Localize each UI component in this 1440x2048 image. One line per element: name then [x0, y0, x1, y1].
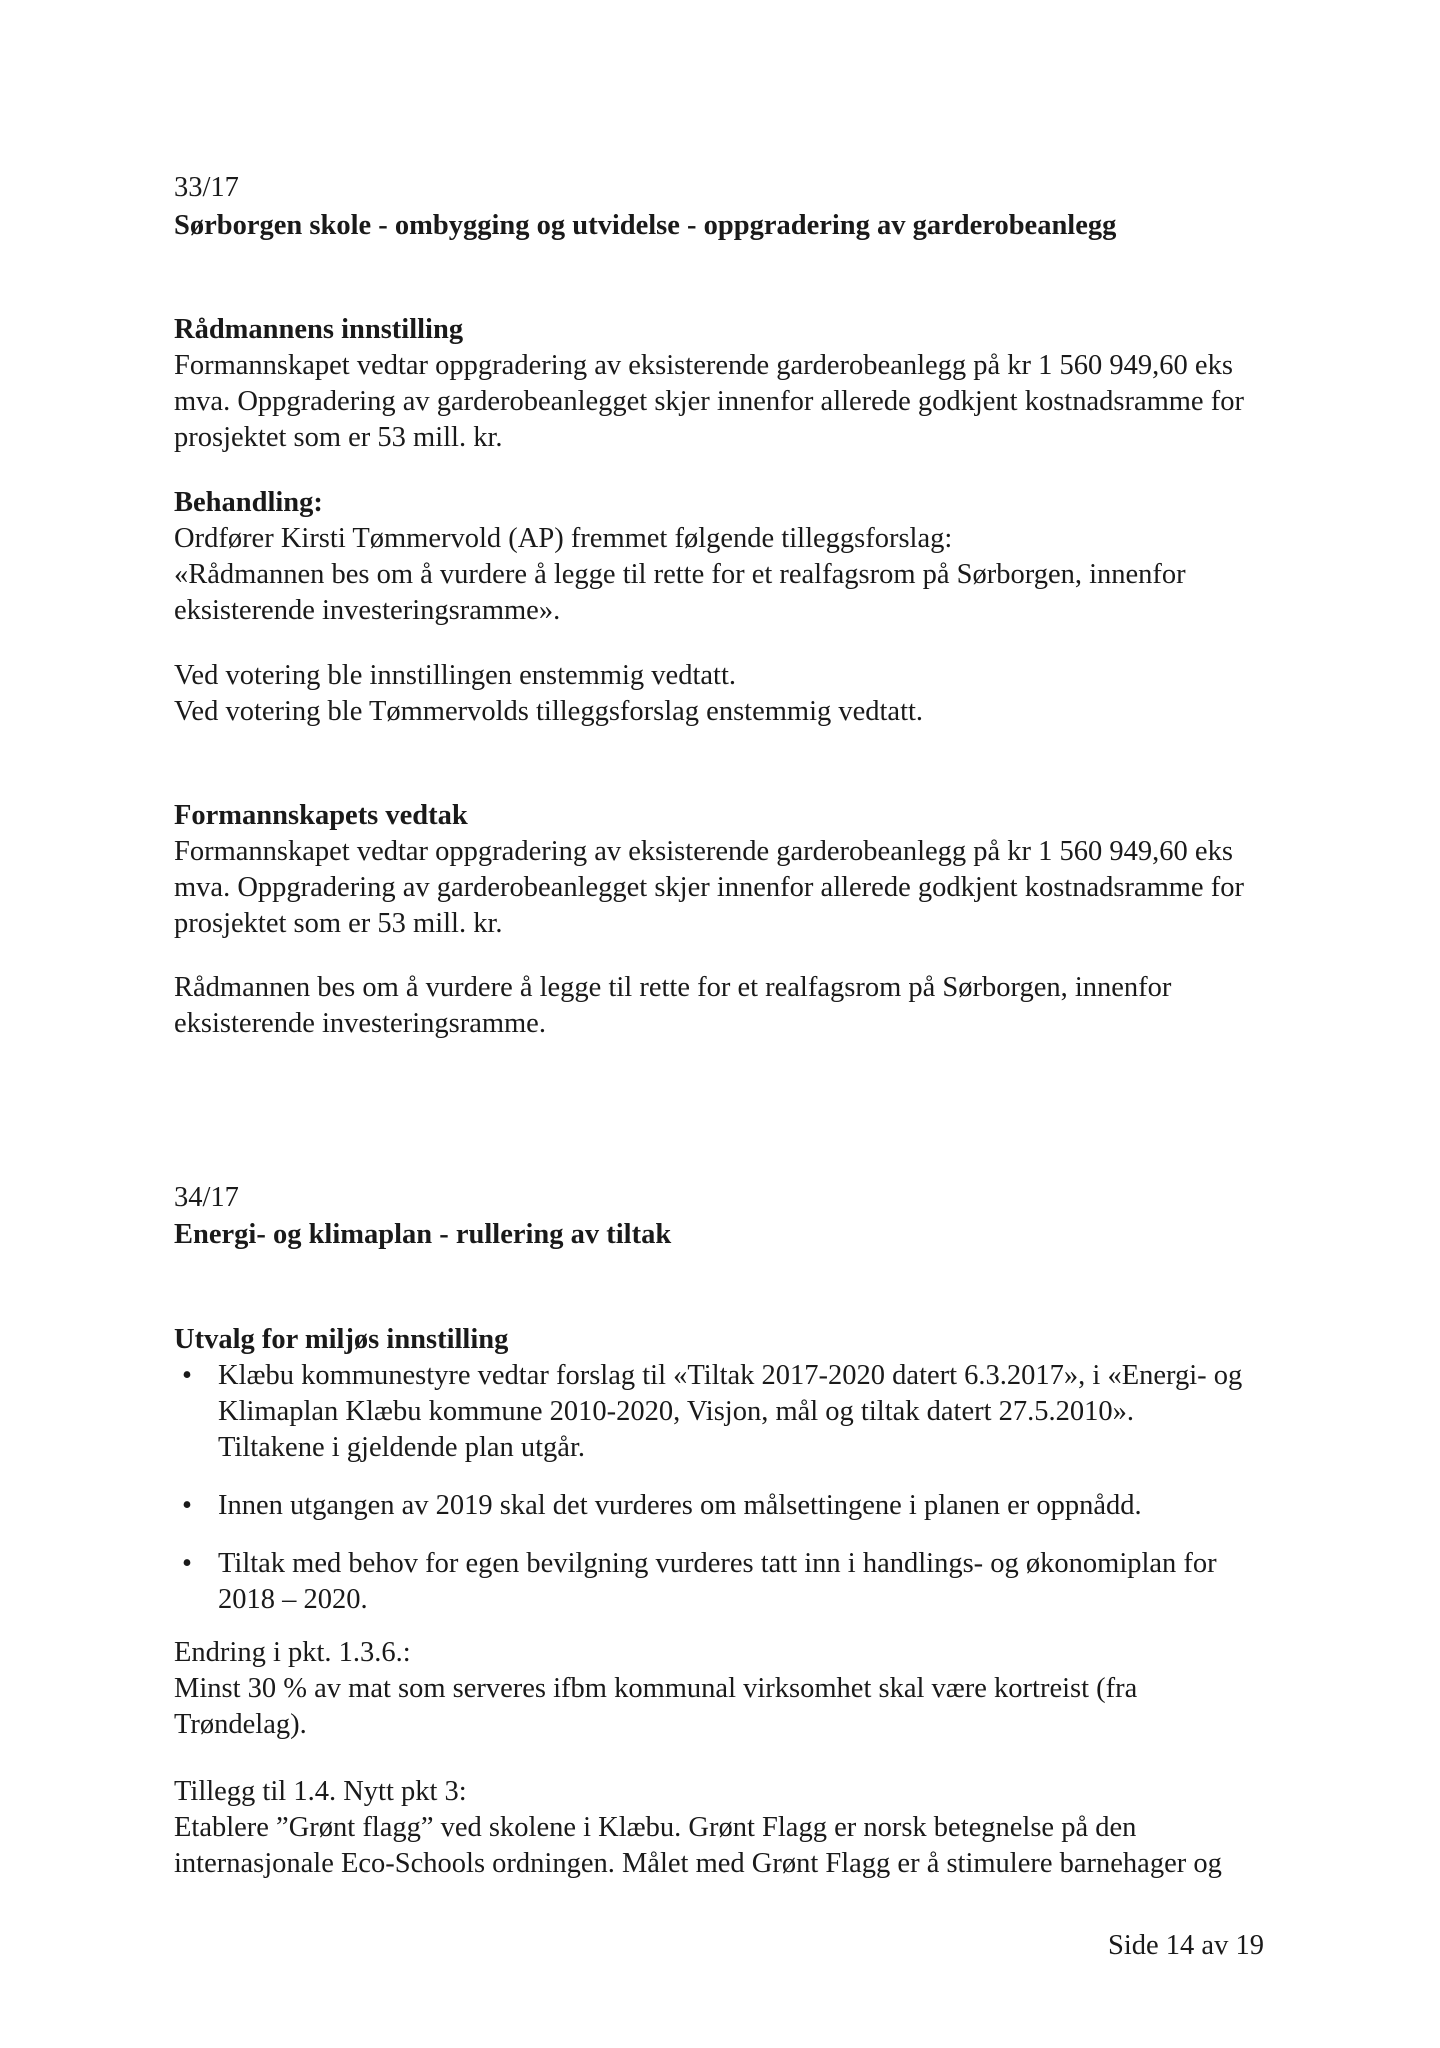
paragraph-line: «Rådmannen bes om å vurdere å legge til rette for et realfagsrom på Sørborgen, innenfor [174, 559, 1186, 590]
bullet-icon: • [182, 1490, 192, 1521]
document-page [174, 0, 1274, 2048]
bullet-icon: • [182, 1548, 192, 1579]
bullet-line: Tiltak med behov for egen bevilgning vurderes tatt inn i handlings- og økonomiplan for [218, 1548, 1217, 1579]
paragraph-line: eksisterende investeringsramme. [174, 1008, 546, 1039]
section-heading: Behandling: [174, 487, 323, 518]
paragraph-line: mva. Oppgradering av garderobeanlegget skjer innenfor allerede godkjent kostnadsramme for [174, 386, 1244, 417]
behandling-section [174, 485, 1274, 629]
bullet-icon: • [182, 1360, 192, 1391]
formannskapets-vedtak-section [174, 798, 1274, 942]
bullet-line: Tiltakene i gjeldende plan utgår. [218, 1432, 585, 1463]
paragraph-line: Endring i pkt. 1.3.6.: [174, 1637, 411, 1668]
paragraph-line: mva. Oppgradering av garderobeanlegget skjer innenfor allerede godkjent kostnadsramme for [174, 872, 1244, 903]
paragraph-line: Etablere ”Grønt flagg” ved skolene i Klæbu. Grønt Flagg er norsk betegnelse på den [174, 1812, 1137, 1843]
paragraph-line: Minst 30 % av mat som serveres ifbm kommunal virksomhet skal være kortreist (fra [174, 1673, 1138, 1704]
paragraph-line: Ordfører Kirsti Tømmervold (AP) fremmet følgende tilleggsforslag: [174, 523, 953, 554]
votering-section [174, 658, 1274, 730]
bullet-line: Klæbu kommunestyre vedtar forslag til «Tiltak 2017-2020 datert 6.3.2017», i «Energi- og [218, 1360, 1243, 1391]
paragraph-line: Rådmannen bes om å vurdere å legge til rette for et realfagsrom på Sørborgen, innenfor [174, 972, 1172, 1003]
paragraph-line: prosjektet som er 53 mill. kr. [174, 422, 503, 453]
section-heading: Formannskapets vedtak [174, 800, 468, 831]
paragraph-line: internasjonale Eco-Schools ordningen. Målet med Grønt Flagg er å stimulere barnehager og [174, 1848, 1222, 1879]
paragraph-line: Formannskapet vedtar oppgradering av eksisterende garderobeanlegg på kr 1 560 949,60 eks [174, 350, 1233, 381]
paragraph-line: Ved votering ble innstillingen enstemmig vedtatt. [174, 660, 736, 691]
paragraph-line: Formannskapet vedtar oppgradering av eksisterende garderobeanlegg på kr 1 560 949,60 eks [174, 836, 1233, 867]
section-heading: Utvalg for miljøs innstilling [174, 1324, 509, 1355]
case-number-34-17 [174, 1180, 1274, 1216]
vedtak-addendum [174, 970, 1274, 1042]
page-number: Side 14 av 19 [1108, 1930, 1264, 1961]
bullet-line: 2018 – 2020. [218, 1584, 368, 1615]
case-number: 33/17 [174, 172, 239, 203]
bullet-line: Klimaplan Klæbu kommune 2010-2020, Visjon, mål og tiltak datert 27.5.2010». [218, 1396, 1135, 1427]
case-title: Sørborgen skole - ombygging og utvidelse - oppgradering av garderobeanlegg [174, 210, 1117, 241]
case-title-energi-klimaplan [174, 1217, 1274, 1253]
paragraph-line: Trøndelag). [174, 1709, 307, 1740]
case-title: Energi- og klimaplan - rullering av tiltak [174, 1219, 672, 1250]
paragraph-line: eksisterende investeringsramme». [174, 595, 561, 626]
tillegg-section [174, 1774, 1274, 1882]
radmannens-innstilling-section [174, 312, 1274, 456]
paragraph-line: Ved votering ble Tømmervolds tilleggsforslag enstemmig vedtatt. [174, 696, 924, 727]
paragraph-line: Tillegg til 1.4. Nytt pkt 3: [174, 1776, 467, 1807]
paragraph-line: prosjektet som er 53 mill. kr. [174, 908, 503, 939]
case-title-sorborgen [174, 208, 1274, 244]
miljo-innstilling-heading [174, 1322, 1274, 1358]
section-heading: Rådmannens innstilling [174, 314, 464, 345]
case-number-33-17 [174, 170, 1274, 206]
endring-section [174, 1635, 1274, 1743]
bullet-line: Innen utgangen av 2019 skal det vurderes om målsettingene i planen er oppnådd. [218, 1490, 1142, 1521]
case-number: 34/17 [174, 1182, 239, 1213]
